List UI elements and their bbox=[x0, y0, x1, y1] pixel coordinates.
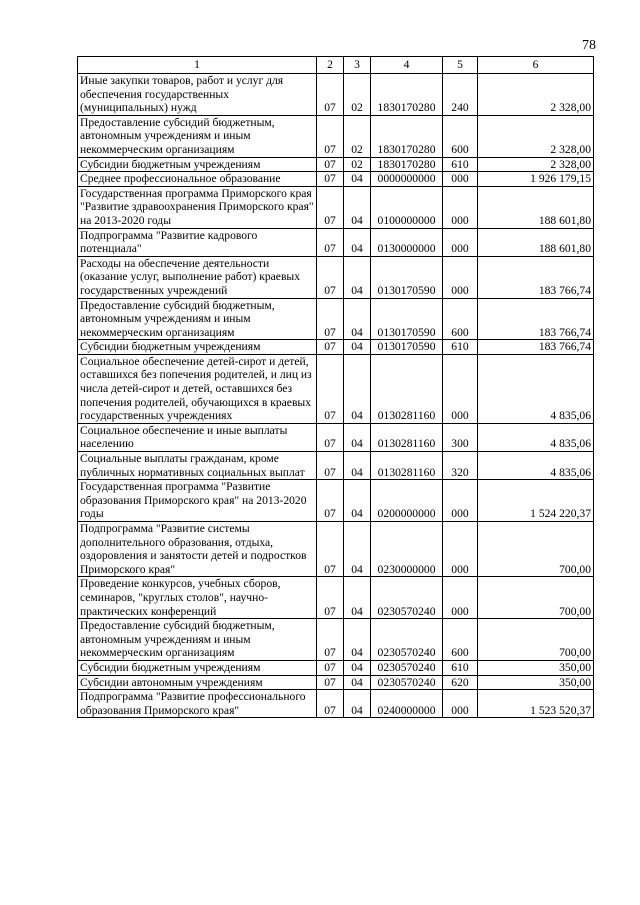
row-amount-cell: 188 601,80 bbox=[478, 186, 594, 228]
row-name-cell: Государственная программа Приморского края "Развитие здравоохранения Приморского края" на 2013-2020 годы bbox=[78, 186, 317, 228]
row-subsection-cell: 04 bbox=[344, 522, 371, 577]
row-name-cell: Предоставление субсидий бюджетным, автономным учреждениям и иным некоммерческим организациям bbox=[78, 115, 317, 157]
page-number: 78 bbox=[582, 38, 596, 53]
budget-table bbox=[77, 56, 594, 718]
row-name-cell: Предоставление субсидий бюджетным, автономным учреждениям и иным некоммерческим организациям bbox=[78, 298, 317, 340]
row-amount-cell: 183 766,74 bbox=[478, 256, 594, 298]
row-target-code-cell: 0130281160 bbox=[371, 423, 443, 451]
row-amount-cell: 2 328,00 bbox=[478, 157, 594, 172]
row-name-cell: Социальное обеспечение детей-сирот и детей, оставшихся без попечения родителей, и лиц из числа детей-сирот и детей, оставшихся без попечения родителей, обучающихся в краевых государственных учреждениях bbox=[78, 354, 317, 423]
row-expense-type-cell: 000 bbox=[443, 186, 478, 228]
row-subsection-cell: 04 bbox=[344, 452, 371, 480]
row-expense-type-cell: 320 bbox=[443, 452, 478, 480]
row-expense-type-cell: 000 bbox=[443, 172, 478, 187]
row-expense-type-cell: 610 bbox=[443, 660, 478, 675]
table-body bbox=[78, 74, 594, 718]
table-row bbox=[78, 354, 594, 423]
table-row bbox=[78, 115, 594, 157]
table-row bbox=[78, 256, 594, 298]
row-name-cell: Социальное обеспечение и иные выплаты населению bbox=[78, 423, 317, 451]
row-subsection-cell: 02 bbox=[344, 74, 371, 116]
row-section-cell: 07 bbox=[317, 675, 344, 690]
row-target-code-cell: 0130281160 bbox=[371, 354, 443, 423]
column-header: 2 bbox=[317, 57, 344, 74]
row-name-cell: Иные закупки товаров, работ и услуг для обеспечения государственных (муниципальных) нужд bbox=[78, 74, 317, 116]
row-amount-cell: 2 328,00 bbox=[478, 74, 594, 116]
row-section-cell: 07 bbox=[317, 354, 344, 423]
row-target-code-cell: 0200000000 bbox=[371, 480, 443, 522]
row-subsection-cell: 04 bbox=[344, 298, 371, 340]
row-section-cell: 07 bbox=[317, 115, 344, 157]
row-expense-type-cell: 620 bbox=[443, 675, 478, 690]
table-row bbox=[78, 186, 594, 228]
row-amount-cell: 700,00 bbox=[478, 577, 594, 619]
row-amount-cell: 350,00 bbox=[478, 660, 594, 675]
table-row bbox=[78, 423, 594, 451]
table-row bbox=[78, 340, 594, 355]
row-section-cell: 07 bbox=[317, 256, 344, 298]
row-expense-type-cell: 610 bbox=[443, 340, 478, 355]
row-target-code-cell: 1830170280 bbox=[371, 115, 443, 157]
row-expense-type-cell: 240 bbox=[443, 74, 478, 116]
table-row bbox=[78, 172, 594, 187]
row-name-cell: Проведение конкурсов, учебных сборов, семинаров, "круглых столов", научно-практических конференций bbox=[78, 577, 317, 619]
row-amount-cell: 1 523 520,37 bbox=[478, 690, 594, 718]
row-name-cell: Социальные выплаты гражданам, кроме публичных нормативных социальных выплат bbox=[78, 452, 317, 480]
row-expense-type-cell: 300 bbox=[443, 423, 478, 451]
column-header: 1 bbox=[78, 57, 317, 74]
row-expense-type-cell: 000 bbox=[443, 522, 478, 577]
row-amount-cell: 1 926 179,15 bbox=[478, 172, 594, 187]
table-row bbox=[78, 228, 594, 256]
row-target-code-cell: 0130281160 bbox=[371, 452, 443, 480]
row-expense-type-cell: 600 bbox=[443, 298, 478, 340]
table-header-row bbox=[78, 57, 594, 74]
row-expense-type-cell: 600 bbox=[443, 619, 478, 661]
row-expense-type-cell: 000 bbox=[443, 354, 478, 423]
row-target-code-cell: 0230570240 bbox=[371, 577, 443, 619]
row-amount-cell: 4 835,06 bbox=[478, 423, 594, 451]
row-subsection-cell: 04 bbox=[344, 340, 371, 355]
row-expense-type-cell: 000 bbox=[443, 480, 478, 522]
row-target-code-cell: 1830170280 bbox=[371, 157, 443, 172]
table-row bbox=[78, 452, 594, 480]
row-section-cell: 07 bbox=[317, 74, 344, 116]
row-name-cell: Субсидии бюджетным учреждениям bbox=[78, 157, 317, 172]
row-amount-cell: 700,00 bbox=[478, 522, 594, 577]
row-name-cell: Подпрограмма "Развитие системы дополнительного образования, отдыха, оздоровления и занятости детей и подростков Приморского края" bbox=[78, 522, 317, 577]
row-section-cell: 07 bbox=[317, 298, 344, 340]
row-amount-cell: 700,00 bbox=[478, 619, 594, 661]
row-expense-type-cell: 000 bbox=[443, 690, 478, 718]
row-expense-type-cell: 000 bbox=[443, 577, 478, 619]
row-name-cell: Государственная программа "Развитие образования Приморского края" на 2013-2020 годы bbox=[78, 480, 317, 522]
row-amount-cell: 1 524 220,37 bbox=[478, 480, 594, 522]
table-row bbox=[78, 660, 594, 675]
row-amount-cell: 4 835,06 bbox=[478, 452, 594, 480]
row-target-code-cell: 0100000000 bbox=[371, 186, 443, 228]
row-amount-cell: 183 766,74 bbox=[478, 340, 594, 355]
row-section-cell: 07 bbox=[317, 452, 344, 480]
row-section-cell: 07 bbox=[317, 690, 344, 718]
row-name-cell: Предоставление субсидий бюджетным, автономным учреждениям и иным некоммерческим организациям bbox=[78, 619, 317, 661]
row-subsection-cell: 04 bbox=[344, 354, 371, 423]
row-target-code-cell: 0230570240 bbox=[371, 619, 443, 661]
table-row bbox=[78, 619, 594, 661]
table-row bbox=[78, 157, 594, 172]
row-section-cell: 07 bbox=[317, 157, 344, 172]
row-expense-type-cell: 000 bbox=[443, 228, 478, 256]
row-subsection-cell: 04 bbox=[344, 186, 371, 228]
row-name-cell: Субсидии бюджетным учреждениям bbox=[78, 660, 317, 675]
row-subsection-cell: 04 bbox=[344, 172, 371, 187]
row-amount-cell: 350,00 bbox=[478, 675, 594, 690]
row-amount-cell: 2 328,00 bbox=[478, 115, 594, 157]
row-section-cell: 07 bbox=[317, 577, 344, 619]
row-amount-cell: 183 766,74 bbox=[478, 298, 594, 340]
column-header: 5 bbox=[443, 57, 478, 74]
row-subsection-cell: 04 bbox=[344, 480, 371, 522]
row-target-code-cell: 0130000000 bbox=[371, 228, 443, 256]
row-subsection-cell: 04 bbox=[344, 660, 371, 675]
row-section-cell: 07 bbox=[317, 186, 344, 228]
row-subsection-cell: 04 bbox=[344, 423, 371, 451]
table-row bbox=[78, 577, 594, 619]
table-row bbox=[78, 298, 594, 340]
row-expense-type-cell: 000 bbox=[443, 256, 478, 298]
column-header: 4 bbox=[371, 57, 443, 74]
row-name-cell: Подпрограмма "Развитие профессионального образования Приморского края" bbox=[78, 690, 317, 718]
row-subsection-cell: 04 bbox=[344, 619, 371, 661]
row-target-code-cell: 0230570240 bbox=[371, 660, 443, 675]
row-target-code-cell: 0000000000 bbox=[371, 172, 443, 187]
table-row bbox=[78, 480, 594, 522]
row-target-code-cell: 0130170590 bbox=[371, 340, 443, 355]
row-target-code-cell: 0240000000 bbox=[371, 690, 443, 718]
row-section-cell: 07 bbox=[317, 522, 344, 577]
row-target-code-cell: 0130170590 bbox=[371, 298, 443, 340]
column-header: 6 bbox=[478, 57, 594, 74]
row-name-cell: Субсидии автономным учреждениям bbox=[78, 675, 317, 690]
table-row bbox=[78, 675, 594, 690]
row-section-cell: 07 bbox=[317, 480, 344, 522]
row-expense-type-cell: 610 bbox=[443, 157, 478, 172]
row-section-cell: 07 bbox=[317, 228, 344, 256]
table-row bbox=[78, 74, 594, 116]
row-target-code-cell: 0230000000 bbox=[371, 522, 443, 577]
row-name-cell: Субсидии бюджетным учреждениям bbox=[78, 340, 317, 355]
row-subsection-cell: 04 bbox=[344, 690, 371, 718]
row-subsection-cell: 02 bbox=[344, 115, 371, 157]
table-row bbox=[78, 522, 594, 577]
row-target-code-cell: 1830170280 bbox=[371, 74, 443, 116]
row-section-cell: 07 bbox=[317, 660, 344, 675]
table-row bbox=[78, 690, 594, 718]
row-amount-cell: 188 601,80 bbox=[478, 228, 594, 256]
row-name-cell: Среднее профессиональное образование bbox=[78, 172, 317, 187]
row-subsection-cell: 04 bbox=[344, 577, 371, 619]
row-expense-type-cell: 600 bbox=[443, 115, 478, 157]
row-name-cell: Расходы на обеспечение деятельности (оказание услуг, выполнение работ) краевых государственных учреждений bbox=[78, 256, 317, 298]
row-amount-cell: 4 835,06 bbox=[478, 354, 594, 423]
row-section-cell: 07 bbox=[317, 172, 344, 187]
row-target-code-cell: 0230570240 bbox=[371, 675, 443, 690]
row-subsection-cell: 02 bbox=[344, 157, 371, 172]
row-section-cell: 07 bbox=[317, 619, 344, 661]
column-header: 3 bbox=[344, 57, 371, 74]
row-target-code-cell: 0130170590 bbox=[371, 256, 443, 298]
row-subsection-cell: 04 bbox=[344, 228, 371, 256]
row-subsection-cell: 04 bbox=[344, 256, 371, 298]
row-section-cell: 07 bbox=[317, 340, 344, 355]
row-name-cell: Подпрограмма "Развитие кадрового потенциала" bbox=[78, 228, 317, 256]
row-subsection-cell: 04 bbox=[344, 675, 371, 690]
row-section-cell: 07 bbox=[317, 423, 344, 451]
